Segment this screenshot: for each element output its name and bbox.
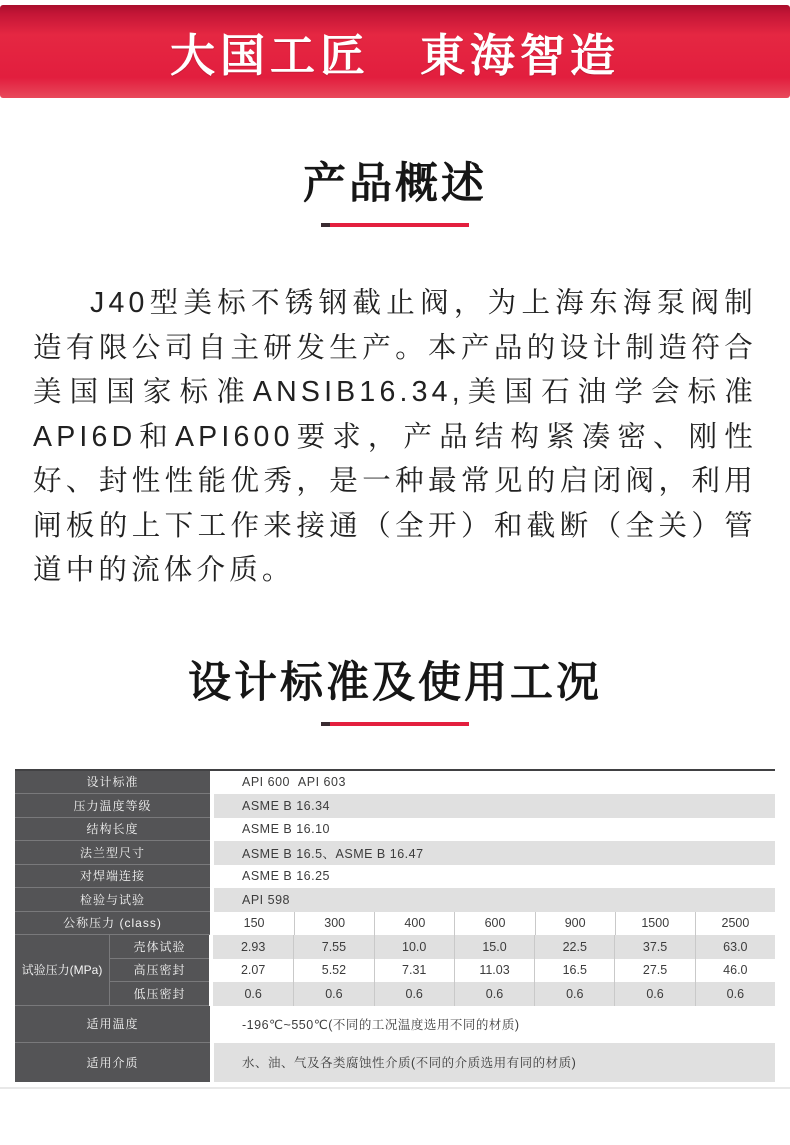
spec-label: 对焊端连接 [15,865,210,889]
test-value: 7.55 [293,935,373,959]
test-value: 22.5 [534,935,614,959]
spec-sublabel: 高压密封 [110,959,209,983]
bottom-divider [0,1087,790,1089]
spec-sublabel: 壳体试验 [110,935,209,959]
test-value: 0.6 [374,982,454,1006]
overview-title: 产品概述 [303,160,487,208]
spec-value: API 598 [214,888,775,912]
section-design-header [0,657,790,726]
spec-value: ASME B 16.25 [214,865,775,889]
spec-label: 压力温度等级 [15,794,210,818]
title-underline [321,223,469,227]
test-value: 0.6 [454,982,534,1006]
class-value: 1500 [615,912,695,936]
spec-value: 水、油、气及各类腐蚀性介质(不同的介质选用有同的材质) [214,1043,775,1082]
class-value: 600 [454,912,534,936]
spec-value: ASME B 16.34 [214,794,775,818]
test-value: 11.03 [454,959,534,983]
test-value: 27.5 [614,959,694,983]
table-row-design-standard [15,771,775,795]
class-value: 300 [294,912,374,936]
test-value: 0.6 [534,982,614,1006]
test-value: 2.07 [240,963,266,978]
overview-paragraph: J40型美标不锈钢截止阀，为上海东海泵阀制造有限公司自主研发生产。本产品的设计制造符合美国国家标准ANSIB16.34,美国石油学会标准API6D和API600要求，产品结构紧凑密、刚性好、封性性能优秀，是一种最常见的启闭阀，利用闸板的上下工作来接通（全开）和截断（全关）管道中的流体介质。 [33,287,757,586]
test-value: 2.93 [240,939,266,954]
section-overview-header [0,158,790,227]
spec-sublabel: 低压密封 [110,982,209,1006]
spec-label: 适用介质 [15,1043,210,1082]
test-value: 0.6 [293,982,373,1006]
table-row-applicable-temperature [15,1006,775,1043]
class-value: 2500 [695,912,775,936]
test-value: 15.0 [454,935,534,959]
table-row-buttweld-connection [15,865,775,889]
table-row-shell-test [110,935,775,959]
table-row-high-pressure-seal [110,959,775,983]
test-value: 0.6 [614,982,694,1006]
test-value: 16.5 [534,959,614,983]
table-group-test-pressure [15,935,775,1006]
design-title: 设计标准及使用工况 [188,658,602,707]
table-row-pressure-temp-class [15,794,775,818]
spec-label: 结构长度 [15,818,210,842]
spec-label: 适用温度 [15,1006,210,1043]
spec-value: API 600 API 603 [214,771,775,795]
table-row-low-pressure-seal [110,982,775,1006]
spec-label: 公称压力 (class) [15,912,210,936]
test-value: 63.0 [695,935,775,959]
spec-value: ASME B 16.5、ASME B 16.47 [214,841,775,865]
table-row-applicable-media [15,1043,775,1082]
spec-table [15,769,775,1082]
spec-label: 检验与试验 [15,888,210,912]
brand-banner [0,5,790,98]
table-row-pressure-class [15,912,775,936]
class-values-row [214,912,775,936]
test-value: 10.0 [374,935,454,959]
test-value: 5.52 [293,959,373,983]
product-detail-page [0,5,790,1089]
spec-value: ASME B 16.10 [214,818,775,842]
test-values-row [213,935,775,959]
test-value: 37.5 [614,935,694,959]
table-row-inspection-test [15,888,775,912]
test-pressure-label: 试验压力(MPa) [15,935,110,1006]
test-values-row [213,982,775,1006]
class-value: 900 [535,912,615,936]
test-values-row [213,959,775,983]
spec-label: 设计标准 [15,771,210,795]
class-value: 150 [243,916,265,931]
spec-label: 法兰型尺寸 [15,841,210,865]
title-underline [321,722,469,726]
test-value: 46.0 [695,959,775,983]
test-value: 0.6 [695,982,775,1006]
banner-slogan: 大国工匠 東海智造 [169,30,620,81]
class-value: 400 [374,912,454,936]
test-value: 7.31 [374,959,454,983]
table-row-structure-length [15,818,775,842]
table-row-flange-size [15,841,775,865]
test-value: 0.6 [244,986,262,1001]
spec-value: -196℃~550℃(不同的工况温度选用不同的材质) [214,1006,775,1043]
